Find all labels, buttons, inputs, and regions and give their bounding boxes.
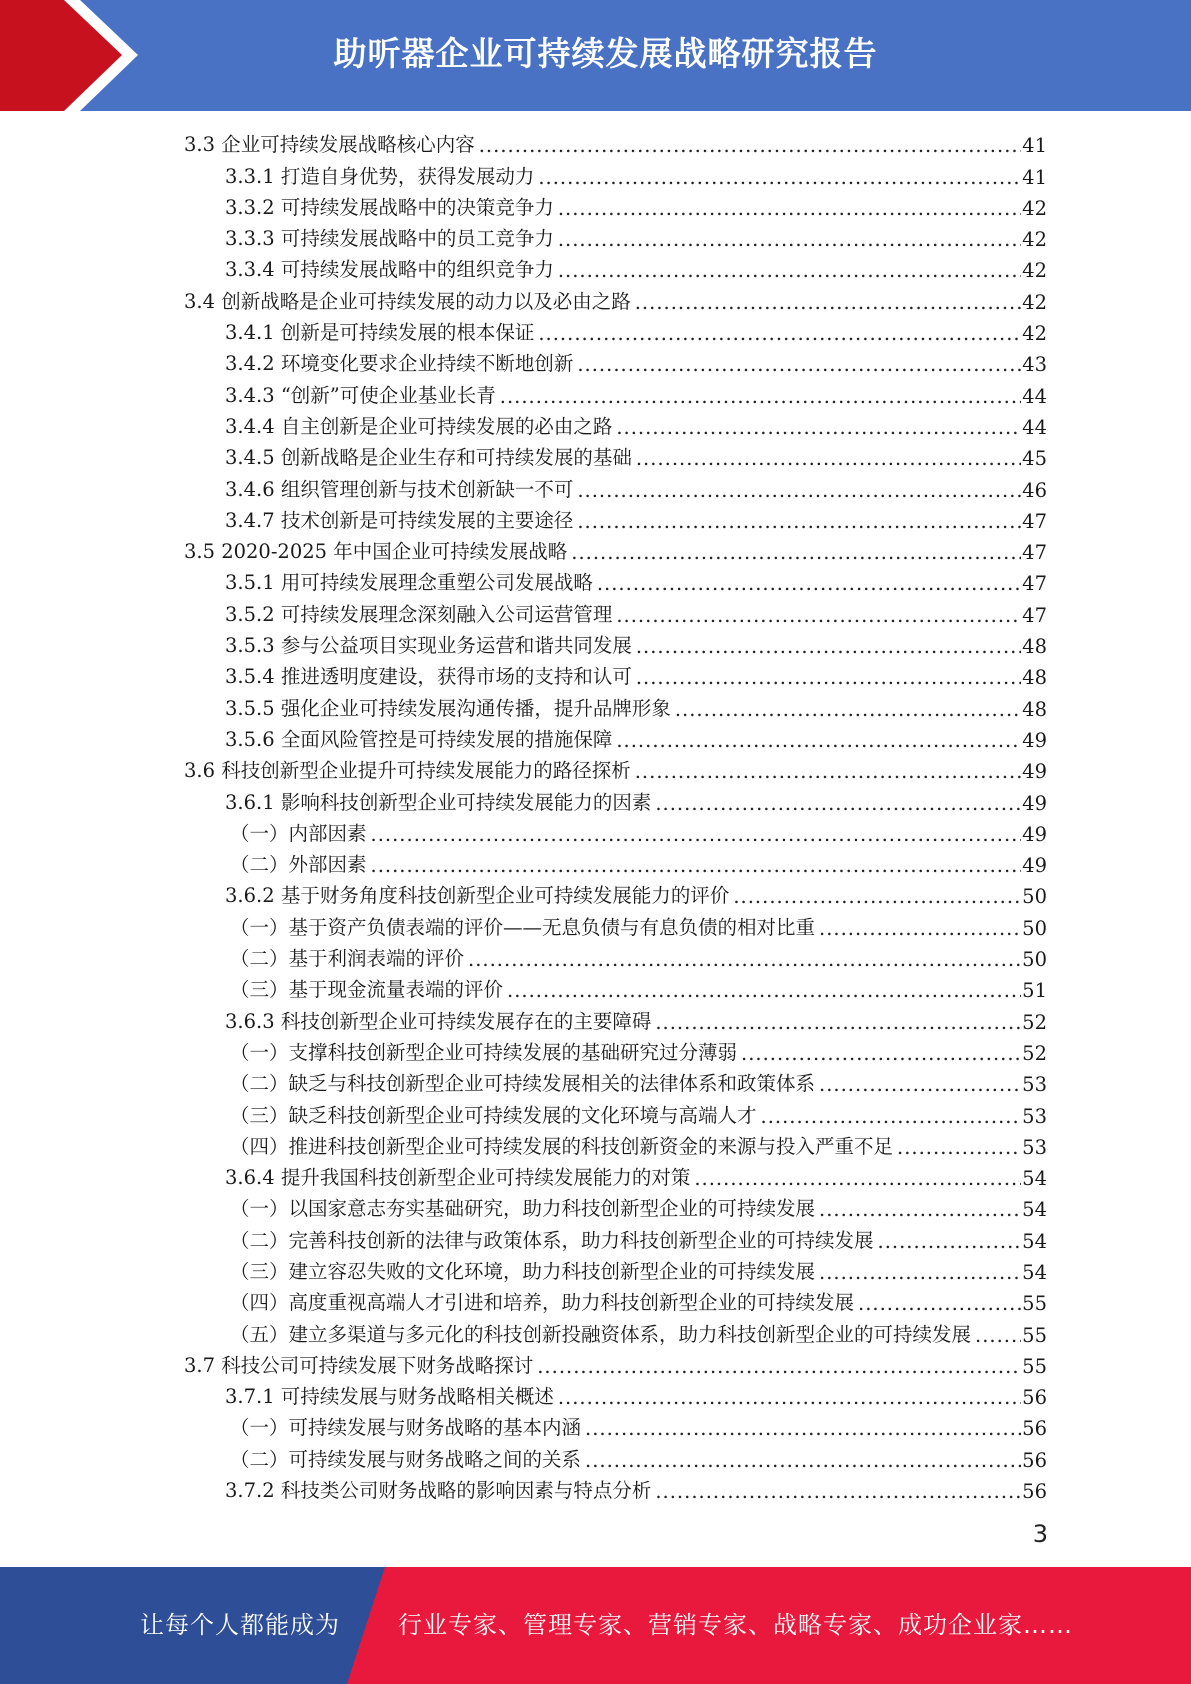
toc-entry-title: 3.5.5 强化企业可持续发展沟通传播，提升品牌形象 <box>225 696 671 720</box>
toc-entry-title: 3.5.6 全面风险管控是可持续发展的措施保障 <box>225 727 613 751</box>
toc-entry-page: 42 <box>1022 322 1047 346</box>
toc-entry-title: （一）基于资产负债表端的评价——无息负债与有息负债的相对比重 <box>230 915 816 939</box>
toc-leader-dots <box>507 979 1021 1002</box>
toc-entry[interactable] <box>184 752 1047 783</box>
toc-entry-title: 3.4 创新战略是企业可持续发展的动力以及必由之路 <box>184 289 631 313</box>
toc-entry-page: 48 <box>1022 635 1047 659</box>
toc-leader-dots <box>616 729 1021 752</box>
toc-leader-dots <box>538 322 1021 345</box>
toc-entry[interactable] <box>225 658 1047 689</box>
toc-entry-title: 3.3.2 可持续发展战略中的决策竞争力 <box>225 195 554 219</box>
toc-entry-title: 3.4.2 环境变化要求企业持续不断地创新 <box>225 352 574 376</box>
toc-entry-page: 54 <box>1022 1167 1047 1191</box>
toc-entry-title: （一）支撑科技创新型企业可持续发展的基础研究过分薄弱 <box>230 1040 738 1064</box>
toc-entry[interactable] <box>225 502 1047 533</box>
toc-entry-page: 52 <box>1022 1010 1047 1034</box>
toc-entry-page: 54 <box>1022 1260 1047 1284</box>
toc-entry[interactable] <box>225 627 1047 658</box>
toc-entry-page: 55 <box>1022 1323 1047 1347</box>
toc-entry-page: 42 <box>1022 228 1047 252</box>
toc-leader-dots <box>577 510 1021 533</box>
toc-leader-dots <box>741 1042 1021 1065</box>
page-header <box>0 0 1191 111</box>
toc-entry-title: （二）可持续发展与财务战略之间的关系 <box>230 1447 582 1471</box>
toc-entry-page: 41 <box>1022 134 1047 158</box>
toc-entry[interactable] <box>230 1409 1047 1440</box>
toc-entry-page: 42 <box>1022 196 1047 220</box>
toc-entry-title: （一）可持续发展与财务战略的基本内涵 <box>230 1416 582 1440</box>
toc-entry-page: 49 <box>1022 822 1047 846</box>
toc-leader-dots <box>635 291 1021 314</box>
toc-entry-title: 3.7.1 可持续发展与财务战略相关概述 <box>225 1385 554 1409</box>
toc-entry[interactable] <box>230 1284 1047 1315</box>
toc-entry[interactable] <box>225 251 1047 282</box>
toc-entry[interactable] <box>184 126 1047 157</box>
toc-leader-dots <box>897 1136 1021 1159</box>
toc-entry-title: 3.6.4 提升我国科技创新型企业可持续发展能力的对策 <box>225 1166 691 1190</box>
page-footer <box>0 1567 1191 1684</box>
toc-entry-title: （二）缺乏与科技创新型企业可持续发展相关的法律体系和政策体系 <box>230 1072 816 1096</box>
toc-entry[interactable] <box>184 533 1047 564</box>
toc-leader-dots <box>585 1449 1021 1472</box>
toc-entry-title: 3.4.4 自主创新是企业可持续发展的必由之路 <box>225 414 613 438</box>
toc-entry-title: 3.4.7 技术创新是可持续发展的主要途径 <box>225 508 574 532</box>
toc-leader-dots <box>819 1198 1021 1221</box>
toc-entry-page: 50 <box>1022 885 1047 909</box>
toc-entry-page: 45 <box>1022 447 1047 471</box>
toc-entry-page: 56 <box>1022 1480 1047 1504</box>
toc-entry[interactable] <box>230 1128 1047 1159</box>
toc-entry-page: 56 <box>1022 1386 1047 1410</box>
toc-entry-title: （四）高度重视高端人才引进和培养，助力科技创新型企业的可持续发展 <box>230 1291 855 1315</box>
toc-entry-page: 55 <box>1022 1354 1047 1378</box>
toc-entry[interactable] <box>225 470 1047 501</box>
toc-leader-dots <box>558 259 1021 282</box>
toc-entry[interactable] <box>230 1315 1047 1346</box>
toc-leader-dots <box>500 385 1021 408</box>
toc-leader-dots <box>655 1480 1021 1503</box>
toc-leader-dots <box>479 134 1021 157</box>
toc-leader-dots <box>558 228 1021 251</box>
toc-entry[interactable] <box>225 439 1047 470</box>
toc-entry-page: 49 <box>1022 854 1047 878</box>
toc-entry-page: 47 <box>1022 572 1047 596</box>
toc-entry[interactable] <box>230 908 1047 939</box>
toc-entry-page: 50 <box>1022 916 1047 940</box>
toc-entry[interactable] <box>225 1472 1047 1503</box>
toc-leader-dots <box>371 823 1022 846</box>
toc-entry-page: 55 <box>1022 1292 1047 1316</box>
toc-entry-page: 47 <box>1022 509 1047 533</box>
toc-entry-title: （二）完善科技创新的法律与政策体系，助力科技创新型企业的可持续发展 <box>230 1228 874 1252</box>
toc-leader-dots <box>694 1167 1021 1190</box>
toc-entry-title: 3.5.2 可持续发展理念深刻融入公司运营管理 <box>225 602 613 626</box>
toc-entry-page: 49 <box>1022 728 1047 752</box>
toc-entry-page: 41 <box>1022 165 1047 189</box>
toc-leader-dots <box>585 1417 1021 1440</box>
document-title: 助听器企业可持续发展战略研究报告 <box>333 34 878 73</box>
toc-leader-dots <box>636 447 1021 470</box>
toc-leader-dots <box>858 1292 1021 1315</box>
toc-entry[interactable] <box>225 1159 1047 1190</box>
toc-entry-page: 56 <box>1022 1448 1047 1472</box>
toc-entry[interactable] <box>184 282 1047 313</box>
toc-entry-page: 47 <box>1022 541 1047 565</box>
toc-entry-title: （四）推进科技创新型企业可持续发展的科技创新资金的来源与投入严重不足 <box>230 1134 894 1158</box>
toc-entry[interactable] <box>225 157 1047 188</box>
toc-entry[interactable] <box>225 189 1047 220</box>
toc-leader-dots <box>975 1324 1021 1347</box>
toc-entry-title: 3.7 科技公司可持续发展下财务战略探讨 <box>184 1353 534 1377</box>
toc-entry-page: 53 <box>1022 1135 1047 1159</box>
toc-leader-dots <box>616 416 1021 439</box>
toc-entry[interactable] <box>225 376 1047 407</box>
table-of-contents <box>0 126 1191 1503</box>
toc-leader-dots <box>733 885 1021 908</box>
toc-leader-dots <box>538 166 1021 189</box>
toc-entry[interactable] <box>230 815 1047 846</box>
toc-entry-page: 53 <box>1022 1073 1047 1097</box>
toc-entry[interactable] <box>230 971 1047 1002</box>
toc-entry-title: 3.6.1 影响科技创新型企业可持续发展能力的因素 <box>225 790 652 814</box>
toc-entry[interactable] <box>225 345 1047 376</box>
toc-entry-page: 52 <box>1022 1041 1047 1065</box>
toc-leader-dots <box>468 948 1021 971</box>
toc-entry-page: 49 <box>1022 791 1047 815</box>
toc-entry-page: 54 <box>1022 1229 1047 1253</box>
toc-entry-page: 54 <box>1022 1198 1047 1222</box>
toc-entry-page: 48 <box>1022 666 1047 690</box>
toc-leader-dots <box>571 541 1021 564</box>
toc-entry[interactable] <box>225 314 1047 345</box>
page-number: 3 <box>1032 1520 1048 1548</box>
toc-entry[interactable] <box>184 1347 1047 1378</box>
toc-entry-title: （一）内部因素 <box>230 821 367 845</box>
toc-entry[interactable] <box>225 220 1047 251</box>
toc-entry[interactable] <box>225 408 1047 439</box>
toc-entry[interactable] <box>225 564 1047 595</box>
toc-entry-title: 3.6 科技创新型企业提升可持续发展能力的路径探析 <box>184 759 631 783</box>
toc-entry-page: 48 <box>1022 697 1047 721</box>
toc-entry[interactable] <box>230 1253 1047 1284</box>
toc-entry-page: 43 <box>1022 353 1047 377</box>
toc-leader-dots <box>597 572 1021 595</box>
toc-entry-page: 49 <box>1022 760 1047 784</box>
toc-entry-title: 3.4.1 创新是可持续发展的根本保证 <box>225 321 535 345</box>
toc-entry-page: 47 <box>1022 603 1047 627</box>
toc-leader-dots <box>635 760 1021 783</box>
footer-slogan-right: 行业专家、管理专家、营销专家、战略专家、成功企业家…… <box>398 1611 1073 1639</box>
toc-entry-title: 3.6.2 基于财务角度科技创新型企业可持续发展能力的评价 <box>225 884 730 908</box>
toc-leader-dots <box>558 197 1021 220</box>
toc-entry-title: 3.5.4 推进透明度建设，获得市场的支持和认可 <box>225 665 632 689</box>
toc-leader-dots <box>537 1355 1021 1378</box>
toc-entry[interactable] <box>225 595 1047 626</box>
toc-leader-dots <box>675 698 1021 721</box>
toc-entry-title: 3.4.6 组织管理创新与技术创新缺一不可 <box>225 477 574 501</box>
toc-leader-dots <box>371 854 1022 877</box>
toc-entry-title: 3.5.1 用可持续发展理念重塑公司发展战略 <box>225 571 593 595</box>
toc-entry-page: 51 <box>1022 979 1047 1003</box>
toc-entry-title: （五）建立多渠道与多元化的科技创新投融资体系，助力科技创新型企业的可持续发展 <box>230 1322 972 1346</box>
toc-entry[interactable] <box>225 783 1047 814</box>
toc-entry[interactable] <box>230 846 1047 877</box>
toc-entry[interactable] <box>230 1221 1047 1252</box>
toc-entry-title: 3.5.3 参与公益项目实现业务运营和谐共同发展 <box>225 634 632 658</box>
toc-entry-title: 3.7.2 科技类公司财务战略的影响因素与特点分析 <box>225 1479 652 1503</box>
toc-entry[interactable] <box>225 689 1047 720</box>
toc-entry[interactable] <box>230 1440 1047 1471</box>
toc-entry[interactable] <box>225 1002 1047 1033</box>
toc-entry-page: 42 <box>1022 290 1047 314</box>
toc-leader-dots <box>616 604 1021 627</box>
toc-entry-page: 44 <box>1022 415 1047 439</box>
toc-leader-dots <box>819 917 1021 940</box>
toc-entry-title: （三）缺乏科技创新型企业可持续发展的文化环境与高端人才 <box>230 1103 757 1127</box>
toc-entry-page: 53 <box>1022 1104 1047 1128</box>
toc-entry-title: （一）以国家意志夯实基础研究，助力科技创新型企业的可持续发展 <box>230 1197 816 1221</box>
toc-leader-dots <box>878 1230 1022 1253</box>
toc-leader-dots <box>655 1011 1021 1034</box>
toc-leader-dots <box>819 1073 1021 1096</box>
toc-entry-title: 3.3.1 打造自身优势，获得发展动力 <box>225 164 535 188</box>
toc-leader-dots <box>577 353 1021 376</box>
toc-entry[interactable] <box>230 940 1047 971</box>
footer-slogan-left: 让每个人都能成为 <box>140 1611 340 1639</box>
toc-entry[interactable] <box>225 1378 1047 1409</box>
toc-entry-page: 56 <box>1022 1417 1047 1441</box>
toc-entry[interactable] <box>230 1065 1047 1096</box>
toc-leader-dots <box>655 792 1021 815</box>
toc-entry-page: 50 <box>1022 948 1047 972</box>
toc-entry-title: 3.5 2020-2025 年中国企业可持续发展战略 <box>184 540 568 564</box>
toc-entry-title: 3.3.3 可持续发展战略中的员工竞争力 <box>225 227 554 251</box>
toc-leader-dots <box>577 479 1021 502</box>
toc-leader-dots <box>558 1386 1021 1409</box>
toc-leader-dots <box>761 1105 1022 1128</box>
toc-entry-title: 3.3.4 可持续发展战略中的组织竞争力 <box>225 258 554 282</box>
toc-entry-page: 44 <box>1022 384 1047 408</box>
toc-entry-title: （二）外部因素 <box>230 853 367 877</box>
toc-entry-page: 42 <box>1022 259 1047 283</box>
toc-entry[interactable] <box>225 721 1047 752</box>
toc-entry-page: 46 <box>1022 478 1047 502</box>
toc-entry[interactable] <box>230 1190 1047 1221</box>
toc-leader-dots <box>636 666 1021 689</box>
toc-entry-title: 3.4.3 “创新”可使企业基业长青 <box>225 383 496 407</box>
toc-entry-title: 3.3 企业可持续发展战略核心内容 <box>184 133 475 157</box>
toc-leader-dots <box>819 1261 1021 1284</box>
toc-entry-title: 3.4.5 创新战略是企业生存和可持续发展的基础 <box>225 446 632 470</box>
toc-leader-dots <box>636 635 1021 658</box>
toc-entry[interactable] <box>230 1034 1047 1065</box>
toc-entry[interactable] <box>230 1096 1047 1127</box>
toc-entry-title: 3.6.3 科技创新型企业可持续发展存在的主要障碍 <box>225 1009 652 1033</box>
toc-entry-title: （三）基于现金流量表端的评价 <box>230 978 504 1002</box>
toc-entry-title: （三）建立容忍失败的文化环境，助力科技创新型企业的可持续发展 <box>230 1259 816 1283</box>
toc-entry-title: （二）基于利润表端的评价 <box>230 947 465 971</box>
toc-entry[interactable] <box>225 877 1047 908</box>
